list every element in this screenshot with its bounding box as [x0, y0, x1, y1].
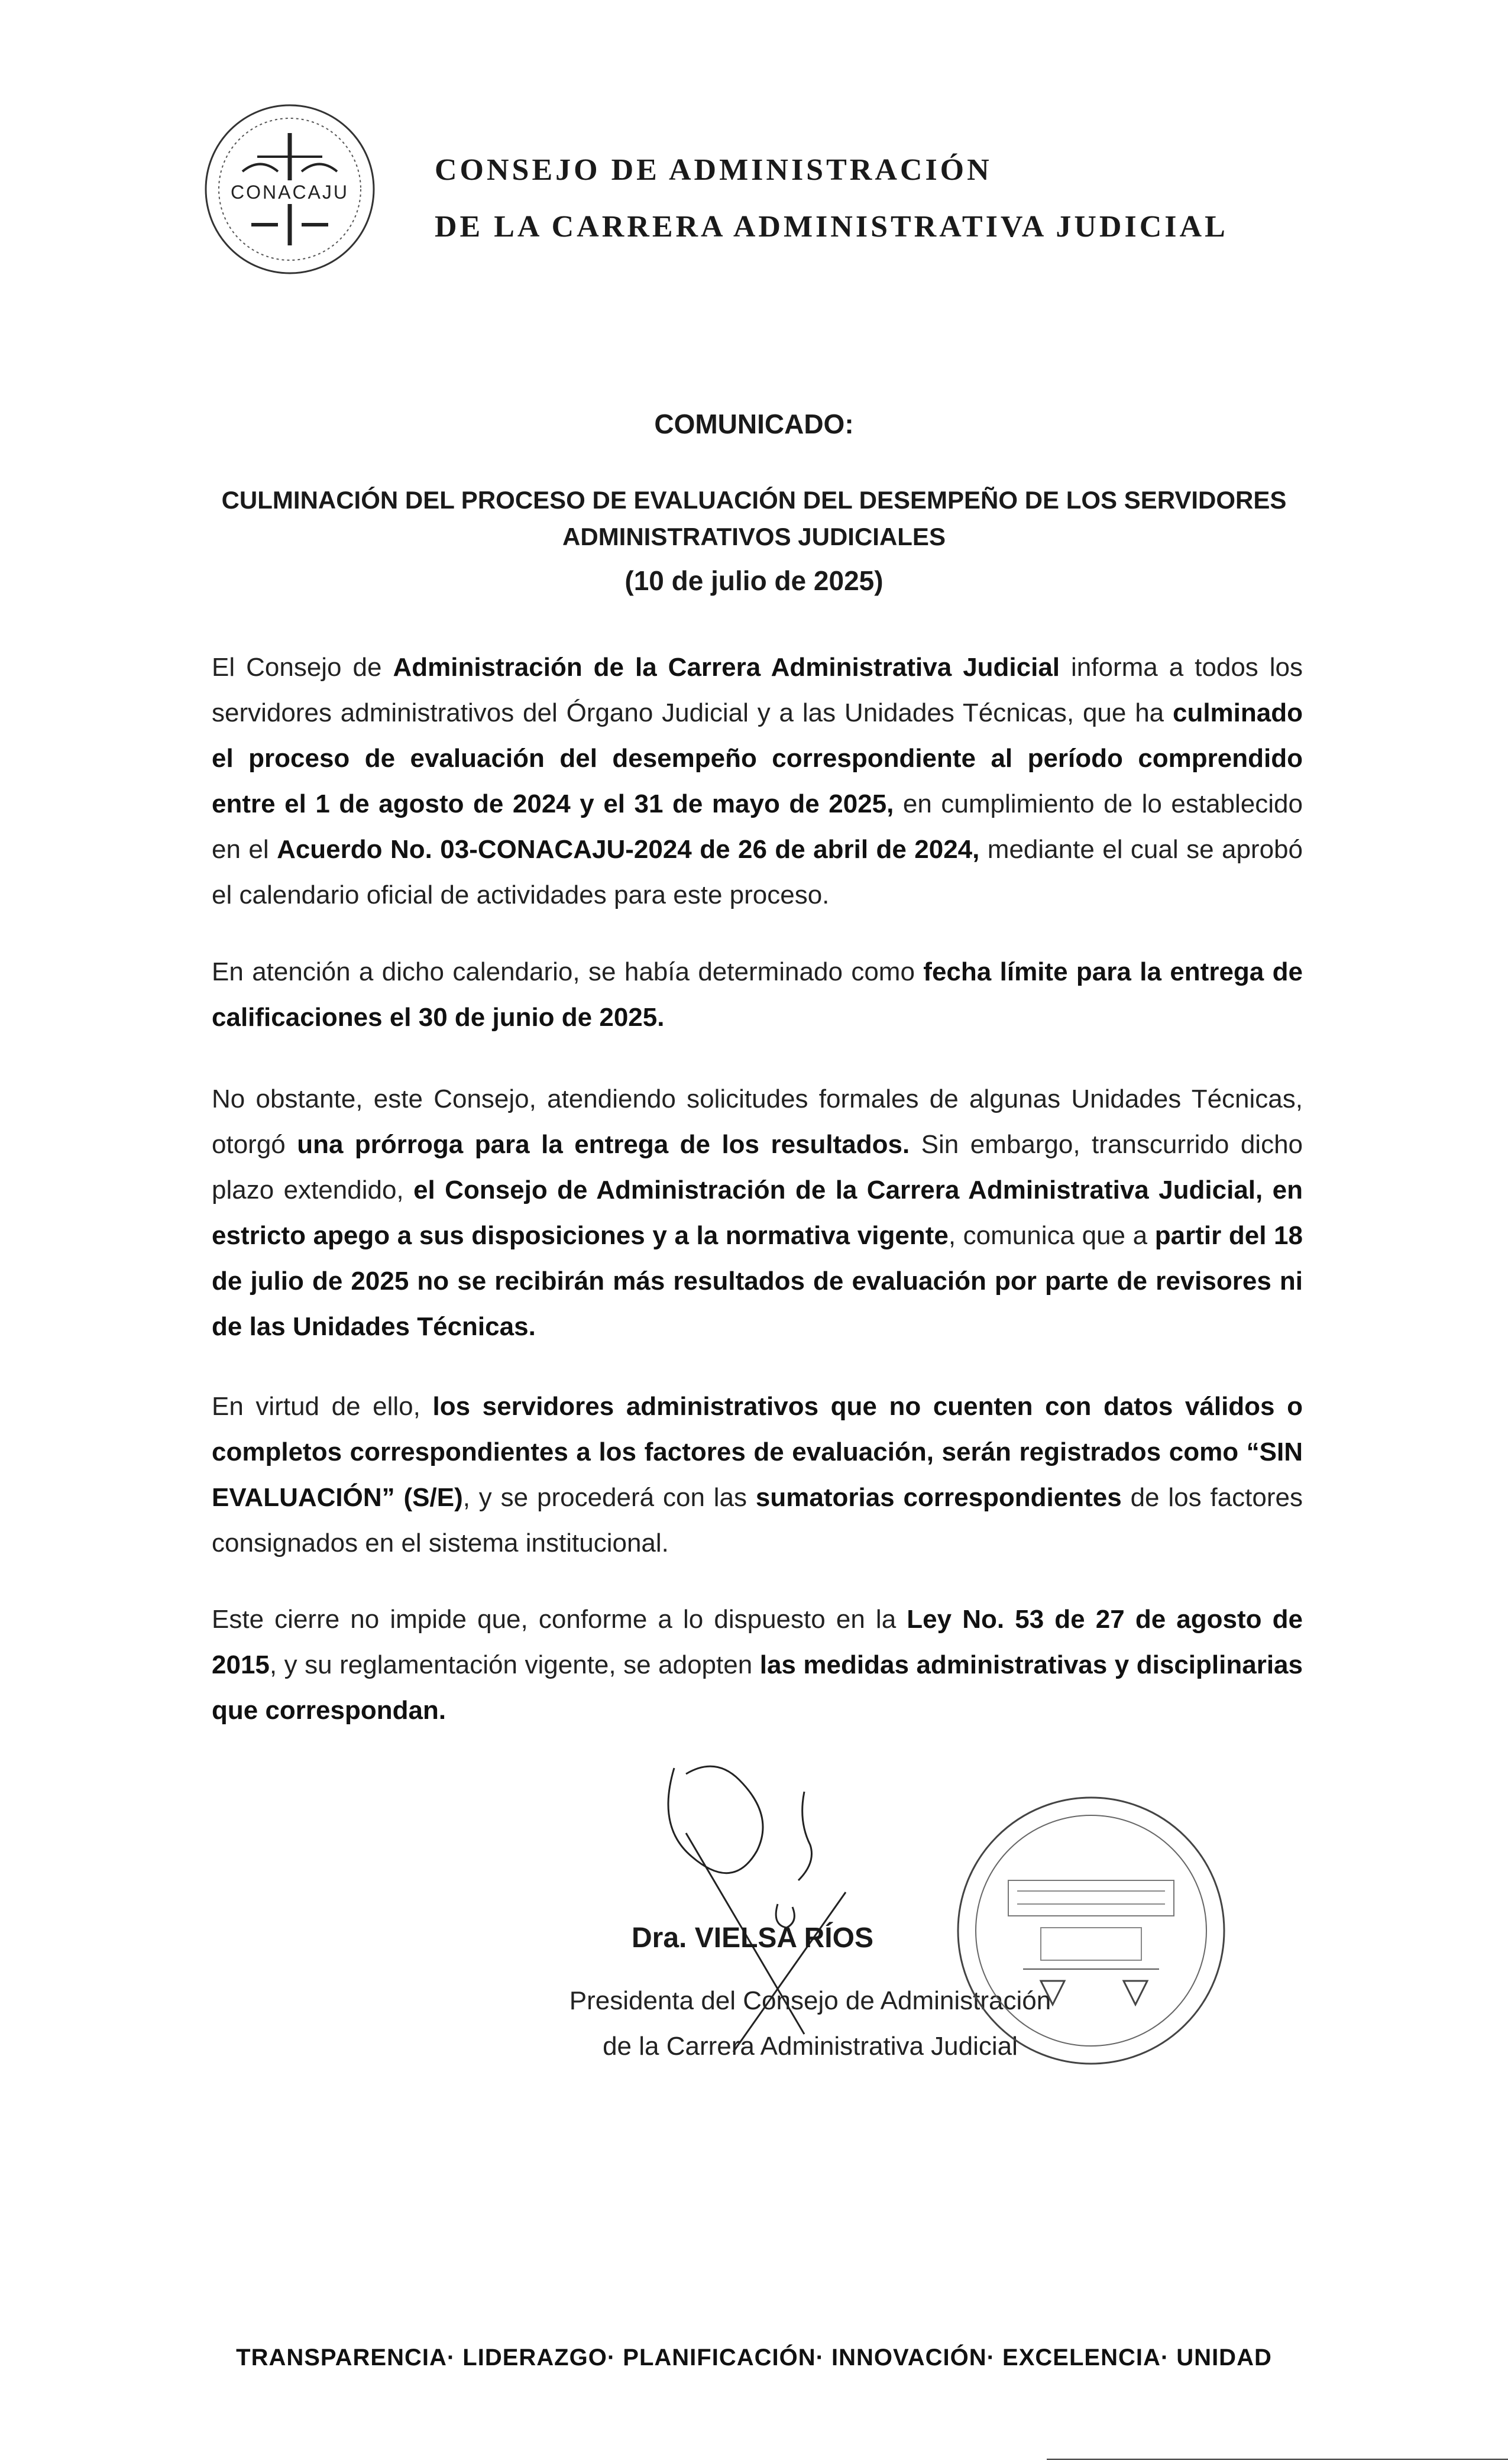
p1-bold-2: culminado el proceso de evaluación del desempeño correspondiente al período comprendido entre el 1 de agosto de 2024 y el 31 de mayo de 2025,: [212, 698, 1303, 818]
paragraph-2: [212, 949, 1303, 1040]
footer-values: TRANSPARENCIA· LIDERAZGO· PLANIFICACIÓN· INNOVACIÓN· EXCELENCIA· UNIDAD: [236, 2345, 1272, 2371]
p1-text-3: en cumplimiento de lo establecido en el: [212, 789, 1303, 864]
official-seal-stamp: [952, 1792, 1230, 2070]
p1-bold-3: Acuerdo No. 03-CONACAJU-2024 de 26 de abril de 2024,: [277, 835, 980, 864]
document-date: (10 de julio de 2025): [624, 565, 884, 596]
paragraph-4: [212, 1384, 1303, 1566]
document-subject: CULMINACIÓN DEL PROCESO DE EVALUACIÓN DEL DESEMPEÑO DE LOS SERVIDORES ADMINISTRATIVOS JUDICIALES: [221, 486, 1287, 551]
logo-text: CONACAJU: [230, 182, 350, 203]
p3-bold-1: una prórroga para la entrega de los resultados.: [297, 1130, 910, 1159]
p2-bold-1: fecha límite para la entrega de calificaciones el 30 de junio de 2025.: [212, 957, 1303, 1032]
p4-text-1: En virtud de ello,: [212, 1392, 433, 1421]
p4-bold-2: sumatorias correspondientes: [755, 1483, 1122, 1512]
p4-text-2: , y se procederá con las: [462, 1483, 756, 1512]
p3-text-2: Sin embargo, transcurrido dicho plazo extendido,: [212, 1130, 1303, 1205]
signatory-title-line2: de la Carrera Administrativa Judicial: [603, 2032, 1018, 2061]
p4-text-3: de los factores consignados en el sistema institucional.: [212, 1483, 1303, 1558]
p1-text-4: mediante el cual se aprobó el calendario oficial de actividades para este proceso.: [212, 835, 1303, 909]
p5-bold-2: las medidas administrativas y disciplinarias que correspondan.: [212, 1650, 1303, 1725]
p5-bold-1: Ley No. 53 de 27 de agosto de 2015: [212, 1605, 1303, 1679]
paragraph-1: [212, 645, 1303, 918]
p1-bold-1: Administración de la Carrera Administrativa Judicial: [393, 653, 1060, 682]
p4-bold-1: los servidores administrativos que no cuenten con datos válidos o completos correspondientes a los factores de evaluación, serán registrados como “SIN EVALUACIÓN” (S/E): [212, 1392, 1303, 1512]
footer-rule: [1047, 2459, 1508, 2460]
organization-name: [435, 142, 1228, 255]
signatory-title-line1: Presidenta del Consejo de Administración: [569, 1986, 1051, 2015]
p2-text-1: En atención a dicho calendario, se había determinado como: [212, 957, 924, 986]
document-title: COMUNICADO:: [654, 409, 854, 439]
p3-bold-2: el Consejo de Administración de la Carrera Administrativa Judicial, en estricto apego a sus disposiciones y a la normativa vigente: [212, 1176, 1303, 1250]
p5-text-1: Este cierre no impide que, conforme a lo dispuesto en la: [212, 1605, 907, 1634]
p1-text-1: El Consejo de: [212, 653, 393, 682]
paragraph-3: [212, 1076, 1303, 1349]
p3-bold-3: partir del 18 de julio de 2025 no se recibirán más resultados de evaluación por parte de revisores ni de las Unidades Técnicas.: [212, 1221, 1303, 1341]
org-name-line2: DE LA CARRERA ADMINISTRATIVA JUDICIAL: [435, 210, 1228, 244]
p3-text-3: , comunica que a: [948, 1221, 1155, 1250]
p5-text-2: , y su reglamentación vigente, se adopten: [269, 1650, 760, 1679]
conacaju-logo: [201, 101, 378, 278]
org-name-line1: CONSEJO DE ADMINISTRACIÓN: [435, 153, 992, 187]
p3-text-1: No obstante, este Consejo, atendiendo solicitudes formales de algunas Unidades Técnicas, otorgó: [212, 1084, 1303, 1159]
paragraph-5: [212, 1597, 1303, 1733]
signatory-name: Dra. VIELSA RÍOS: [632, 1922, 873, 1954]
p1-text-2: informa a todos los servidores administrativos del Órgano Judicial y a las Unidades Técnicas, que ha: [212, 653, 1303, 727]
